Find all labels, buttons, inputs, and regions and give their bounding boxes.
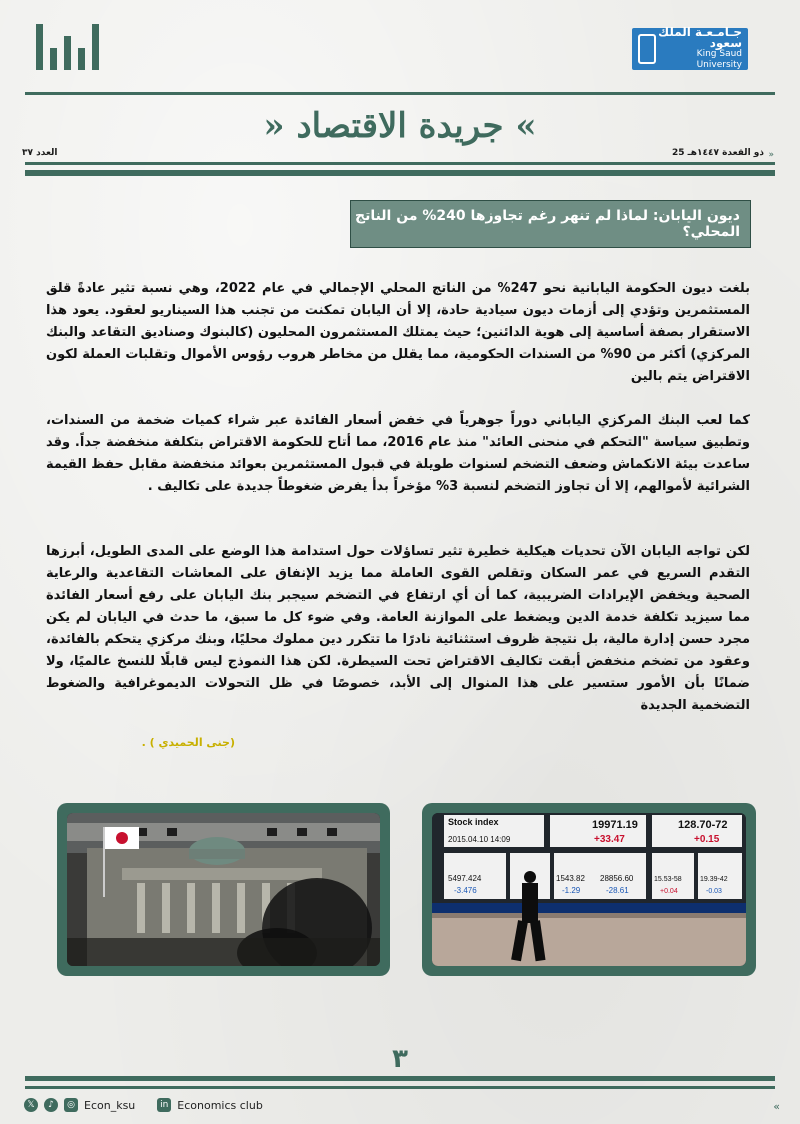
x-icon[interactable]: 𝕏 bbox=[24, 1098, 38, 1112]
photo-bank-of-japan bbox=[57, 803, 390, 976]
chevron-icon: « bbox=[773, 1100, 780, 1113]
bottom-rule-1 bbox=[25, 1076, 775, 1081]
page-number: ٣ bbox=[392, 1044, 408, 1074]
footer-handle[interactable]: Econ_ksu bbox=[84, 1098, 136, 1112]
top-rule bbox=[25, 92, 775, 95]
ksu-name-en: King Saud University bbox=[696, 49, 742, 70]
ksu-logo bbox=[632, 25, 748, 70]
photo-stock-board bbox=[422, 803, 756, 976]
ticker-value: 19.39-42 bbox=[700, 876, 728, 883]
fx-value: 128.70-72 bbox=[678, 819, 728, 831]
masthead-rule-2 bbox=[25, 170, 775, 176]
index-value: 19971.19 bbox=[592, 819, 638, 831]
ticker-change: -28.61 bbox=[606, 886, 629, 895]
article-headline: ديون اليابان: لماذا لم تنهر رغم تجاوزها 240% من الناتج المحلي؟ bbox=[350, 200, 751, 248]
article-paragraph: كما لعب البنك المركزي الياباني دوراً جوهرياً في خفض أسعار الفائدة عبر شراء كميات ضخمة من السندات، وتطبيق سياسة "التحكم في منحنى العائد" منذ عام 2016، مما أتاح للحكومة الاقتراض بتكلفة منخفضة جداً. وقد ساعدت بيئة الانكماش وضعف التضخم لسنوات طويلة في قبول المستثمرين بعوائد منخفضة مقابل حفظ القيمة الشرائية لأموالهم، إلا أن تجاوز التضخم لنسبة 3% مؤخراً بدأ يفرض ضغوطاً جديدة على تكاليف . bbox=[46, 413, 750, 494]
ticker-value: 1543.82 bbox=[556, 874, 585, 883]
footer-club[interactable]: Economics club bbox=[177, 1098, 263, 1112]
fx-change: +0.15 bbox=[694, 834, 720, 845]
linkedin-icon[interactable]: in bbox=[157, 1098, 171, 1112]
econ-logo bbox=[36, 24, 99, 70]
masthead-rule-1 bbox=[25, 162, 775, 165]
masthead-quote: » bbox=[263, 106, 285, 146]
byline: (جنى الحميدي ) . bbox=[141, 736, 235, 749]
ksu-emblem-icon bbox=[638, 34, 656, 64]
ticker-change: +0.04 bbox=[660, 888, 678, 895]
tiktok-icon[interactable]: ♪ bbox=[44, 1098, 58, 1112]
footer-socials bbox=[24, 1098, 263, 1112]
ticker-value: 15.53-58 bbox=[654, 876, 682, 883]
board-title: Stock index bbox=[448, 817, 499, 827]
chevron-icon: » bbox=[768, 150, 774, 160]
bank-building-image bbox=[67, 813, 380, 966]
masthead-title: جريدة الاقتصاد bbox=[296, 106, 504, 146]
ticker-value: 28856.60 bbox=[600, 874, 634, 883]
ticker-change: -0.03 bbox=[706, 888, 722, 895]
ksu-name-ar: جـامـعـة الملك سعود bbox=[658, 25, 742, 50]
ticker-change: -3.476 bbox=[454, 886, 477, 895]
article-paragraph: بلغت ديون الحكومة اليابانية نحو 247% من الناتج المحلي الإجمالي في عام 2022، وهي نسبة تثير عادةً قلق المستثمرين وتؤدي إلى أزمات ديون سيادية حادة، إلا أن اليابان تمكنت من تجنب هذا السيناريو لعقود. يعود هذا الاستقرار بصفة أساسية إلى هوية الدائنين؛ حيث يمتلك المستثمرون المحليون (كالبنوك وصناديق التقاعد والبنك المركزي) أكثر من 90% من السندات الحكومية، مما يقلل من مخاطر هروب رؤوس الأموال وتقلبات العملة لكون الاقتراض يتم بالين bbox=[46, 281, 751, 384]
issue-number: العدد ٣٧ bbox=[22, 148, 58, 158]
masthead-quote: « bbox=[515, 106, 537, 146]
ticker-change: -1.29 bbox=[562, 886, 581, 895]
ticker-value: 5497.424 bbox=[448, 874, 482, 883]
issue-date: 25 ذو القعدة ١٤٤٧هـ bbox=[672, 148, 764, 158]
masthead bbox=[0, 106, 800, 146]
article-paragraph: لكن تواجه اليابان الآن تحديات هيكلية خطيرة تثير تساؤلات حول استدامة هذا الوضع على المدى الطويل، أبرزها التقدم السريع في عمر السكان وتقلص القوى العاملة مما يزيد الإنفاق على المعاشات التقاعدية والرعاية الصحية ويخفض الإيرادات الضريبية، كما أن أي ارتفاع في التضخم سيجبر بنك اليابان على رفع أسعار الفائدة مما سيزيد تكلفة خدمة الدين ويضغط على الموازنة العامة. وفي ضوء كل ما سبق، ما حدث في اليابان لم يكن مجرد حسن إدارة مالية، بل نتيجة ظروف استثنائية نادرًا ما تتكرر دين مملوك محليًا، وبنك مركزي يتحكم بالفائدة، وعقود من تضخم منخفض أبقت تكاليف الاقتراض تحت السيطرة. لكن هذا النموذج ليس قابلًا للنسخ عالميًا، ولا ضمانًا بأن الأمور ستسير على هذا المنوال إلى الأبد، خصوصًا في ظل التحولات الديموغرافية والضغوط التضخمية الجديدة bbox=[46, 544, 750, 713]
bottom-rule-2 bbox=[25, 1086, 775, 1089]
stock-board-image bbox=[432, 813, 746, 966]
instagram-icon[interactable]: ◎ bbox=[64, 1098, 78, 1112]
index-change: +33.47 bbox=[594, 834, 625, 845]
board-date: 2015.04.10 14:09 bbox=[448, 835, 511, 844]
